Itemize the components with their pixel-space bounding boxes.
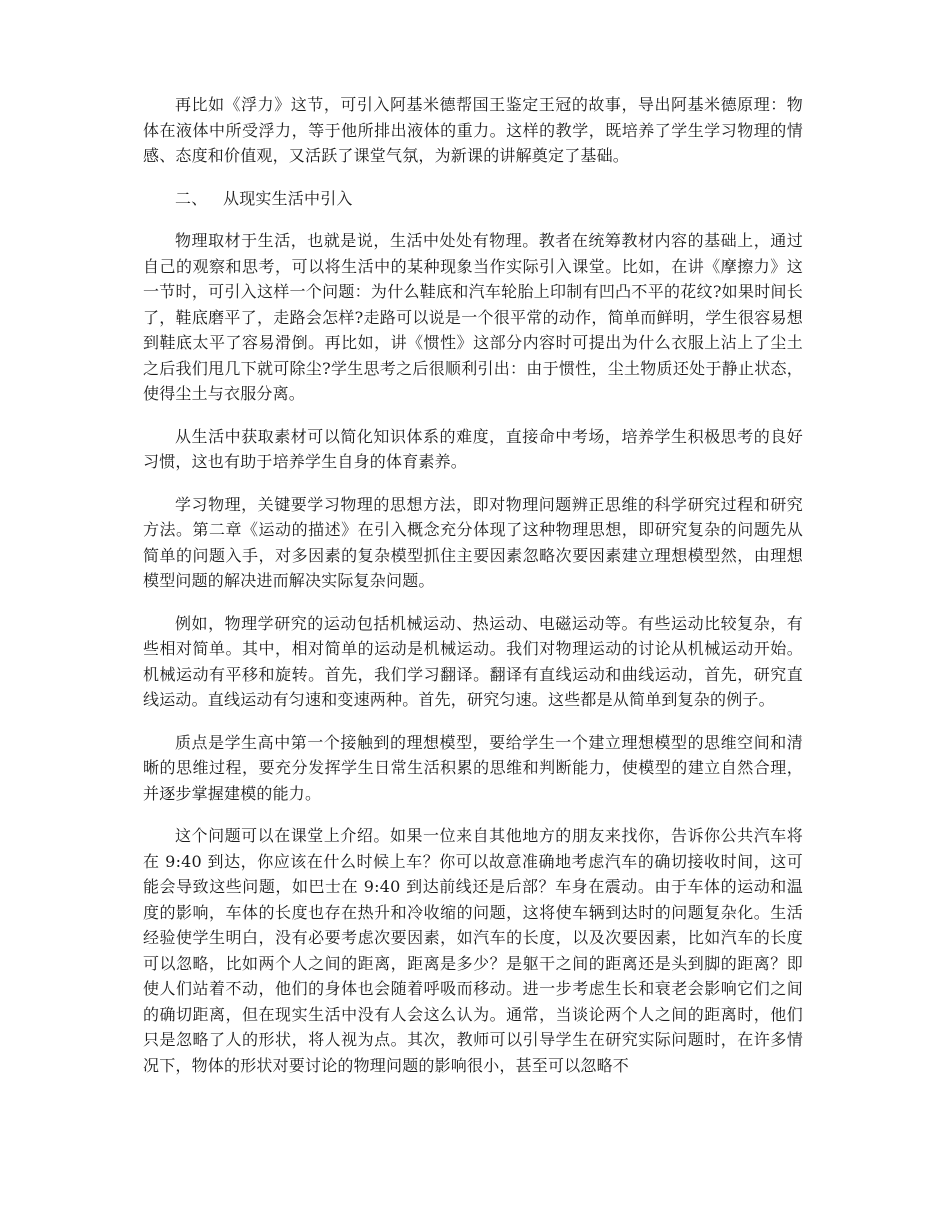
paragraph-buoyancy: 再比如《浮力》这节，可引入阿基米德帮国王鉴定王冠的故事，导出阿基米德原理：物体在液体中所受浮力，等于他所排出液体的重力。这样的教学，既培养了学生学习物理的情感、态度和价值观，又活跃了课堂气氛，为新课的讲解奠定了基础。: [143, 95, 803, 165]
section-heading: [143, 186, 803, 212]
paragraph-physics-from-life: 物理取材于生活，也就是说，生活中处处有物理。教者在统筹教材内容的基础上，通过自己的观察和思考，可以将生活中的某种现象当作实际引入课堂。比如，在讲《摩擦力》这一节时，可引入这样一个问题：为什么鞋底和汽车轮胎上印制有凹凸不平的花纹?如果时间长了，鞋底磨平了，走路会怎样?走路可以说是一个很平常的动作，简单而鲜明，学生很容易想到鞋底太平了容易滑倒。再比如，讲《惯性》这部分内容时可提出为什么衣服上沾上了尘土之后我们甩几下就可除尘?学生思考之后很顺利引出：由于惯性，尘土物质还处于静止状态，使得尘土与衣服分离。: [143, 231, 803, 403]
paragraph-particle-model: 质点是学生高中第一个接触到的理想模型，要给学生一个建立理想模型的思维空间和清晰的思维过程，要充分发挥学生日常生活积累的思维和判断能力，使模型的建立自然合理，并逐步掌握建模的能力。: [143, 732, 803, 803]
document-body: [143, 92, 803, 1095]
paragraph-bus-example: 这个问题可以在课堂上介绍。如果一位来自其他地方的朋友来找你，告诉你公共汽车将在 9:40 到达，你应该在什么时候上车？你可以故意准确地考虑汽车的确切接收时间，这可能会导致这些问题，如巴士在 9:40 到达前线还是后部？车身在震动。由于车体的运动和温度的影响，车体的长度也存在热升和冷收缩的问题，这将使车辆到达时的问题复杂化。生活经验使学生明白，没有必要考虑次要因素，如汽车的长度，以及次要因素，比如汽车的长度可以忽略，比如两个人之间的距离，距离是多少？是躯干之间的距离还是头到脚的距离？即使人们站着不动，他们的身体也会随着呼吸而移动。进一步考虑生长和衰老会影响它们之间的确切距离，但在现实生活中没有人会这么认为。通常，当谈论两个人之间的距离时，他们只是忽略了人的形状，将人视为点。其次，教师可以引导学生在研究实际问题时，在许多情况下，物体的形状对要讨论的物理问题的影响很小，甚至可以忽略不: [143, 826, 803, 1075]
paragraph-physics-methods: 学习物理，关键要学习物理的思想方法，即对物理问题辨正思维的科学研究过程和研究方法。第二章《运动的描述》在引入概念充分体现了这种物理思想，即研究复杂的问题先从简单的问题入手，对多因素的复杂模型抓住主要因素忽略次要因素建立理想模型然，由理想模型问题的解决进而解决实际复杂问题。: [143, 494, 803, 590]
section-number: 二、: [175, 188, 208, 208]
paragraph-life-materials: 从生活中获取素材可以简化知识体系的难度，直接命中考场，培养学生积极思考的良好习惯，这也有助于培养学生自身的体育素养。: [143, 426, 803, 471]
paragraph-motion-examples: 例如，物理学研究的运动包括机械运动、热运动、电磁运动等。有些运动比较复杂，有些相对简单。其中，相对简单的运动是机械运动。我们对物理运动的讨论从机械运动开始。机械运动有平移和旋转。首先，我们学习翻译。翻译有直线运动和曲线运动，首先，研究直线运动。直线运动有匀速和变速两种。首先，研究匀速。这些都是从简单到复杂的例子。: [143, 613, 803, 709]
section-title: 从现实生活中引入: [223, 188, 353, 208]
